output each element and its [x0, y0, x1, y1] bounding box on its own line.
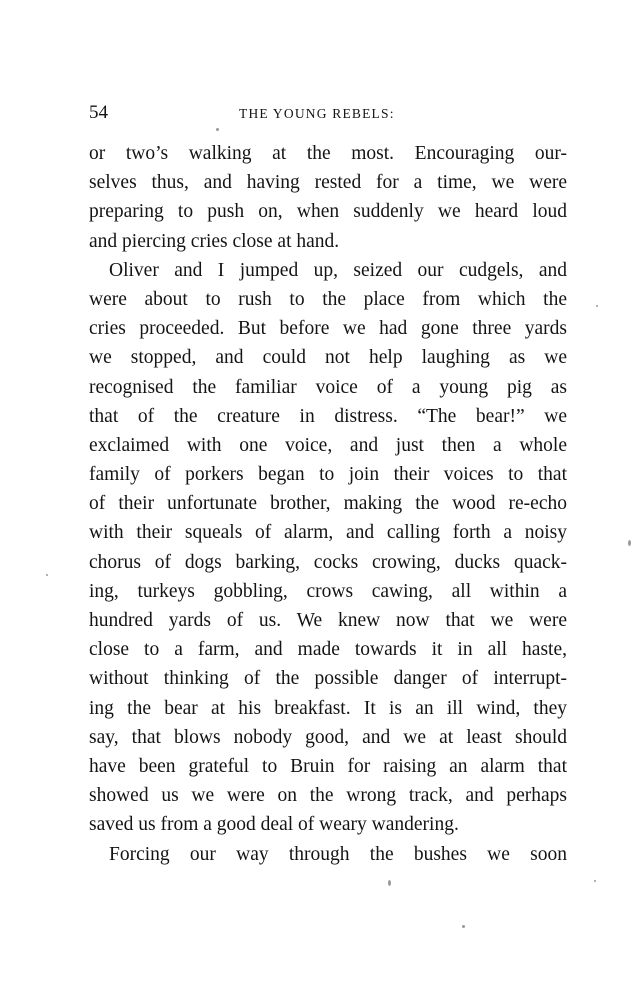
text-line: with their squeals of alarm, and calling forth a noisy: [89, 522, 567, 544]
text-line: preparing to push on, when suddenly we heard loud: [89, 201, 567, 223]
running-head: [89, 98, 567, 128]
text-line: recognised the familiar voice of a young pig as: [89, 376, 567, 398]
text-line: of their unfortunate brother, making the wood re-echo: [89, 493, 567, 515]
scan-speck: [594, 880, 596, 882]
text-line: we stopped, and could not help laughing as we: [89, 347, 567, 369]
text-line: say, that blows nobody good, and we at least should: [89, 726, 567, 748]
scan-speck: [216, 128, 219, 131]
scan-speck: [46, 574, 48, 576]
scan-speck: [596, 305, 598, 307]
text-line: Oliver and I jumped up, seized our cudgels, and: [109, 259, 567, 281]
text-line: Forcing our way through the bushes we soon: [109, 843, 567, 865]
text-line: have been grateful to Bruin for raising an alarm that: [89, 755, 567, 777]
text-line: chorus of dogs barking, cocks crowing, ducks quack-: [89, 551, 567, 573]
body-text: [89, 139, 567, 869]
scan-speck: [462, 925, 465, 928]
paragraph-3: [89, 840, 567, 869]
paragraph-2: [89, 256, 567, 840]
text-line: ing the bear at his breakfast. It is an ill wind, they: [89, 697, 567, 719]
text-line: exclaimed with one voice, and just then a whole: [89, 434, 567, 456]
text-line: cries proceeded. But before we had gone three yards: [89, 318, 567, 340]
text-line: close to a farm, and made towards it in all haste,: [89, 639, 567, 661]
text-line: were about to rush to the place from which the: [89, 288, 567, 310]
scan-speck: [628, 540, 631, 546]
text-line: showed us we were on the wrong track, and perhaps: [89, 785, 567, 807]
text-line: saved us from a good deal of weary wandering.: [89, 814, 459, 836]
text-line: that of the creature in distress. “The bear!” we: [89, 405, 567, 427]
text-line: selves thus, and having rested for a time, we were: [89, 172, 567, 194]
text-line: family of porkers began to join their voices to that: [89, 464, 567, 486]
text-line: ing, turkeys gobbling, crows cawing, all within a: [89, 580, 567, 602]
text-line: or two’s walking at the most. Encouraging our-: [89, 143, 567, 164]
paragraph-1: [89, 139, 567, 256]
text-line: and piercing cries close at hand.: [89, 230, 340, 252]
text-line: without thinking of the possible danger of interrupt-: [89, 668, 567, 690]
text-line: hundred yards of us. We knew now that we were: [89, 610, 567, 631]
scan-speck: [388, 880, 391, 886]
page-number: 54: [89, 102, 108, 123]
running-title: THE YOUNG REBELS:: [239, 106, 395, 121]
